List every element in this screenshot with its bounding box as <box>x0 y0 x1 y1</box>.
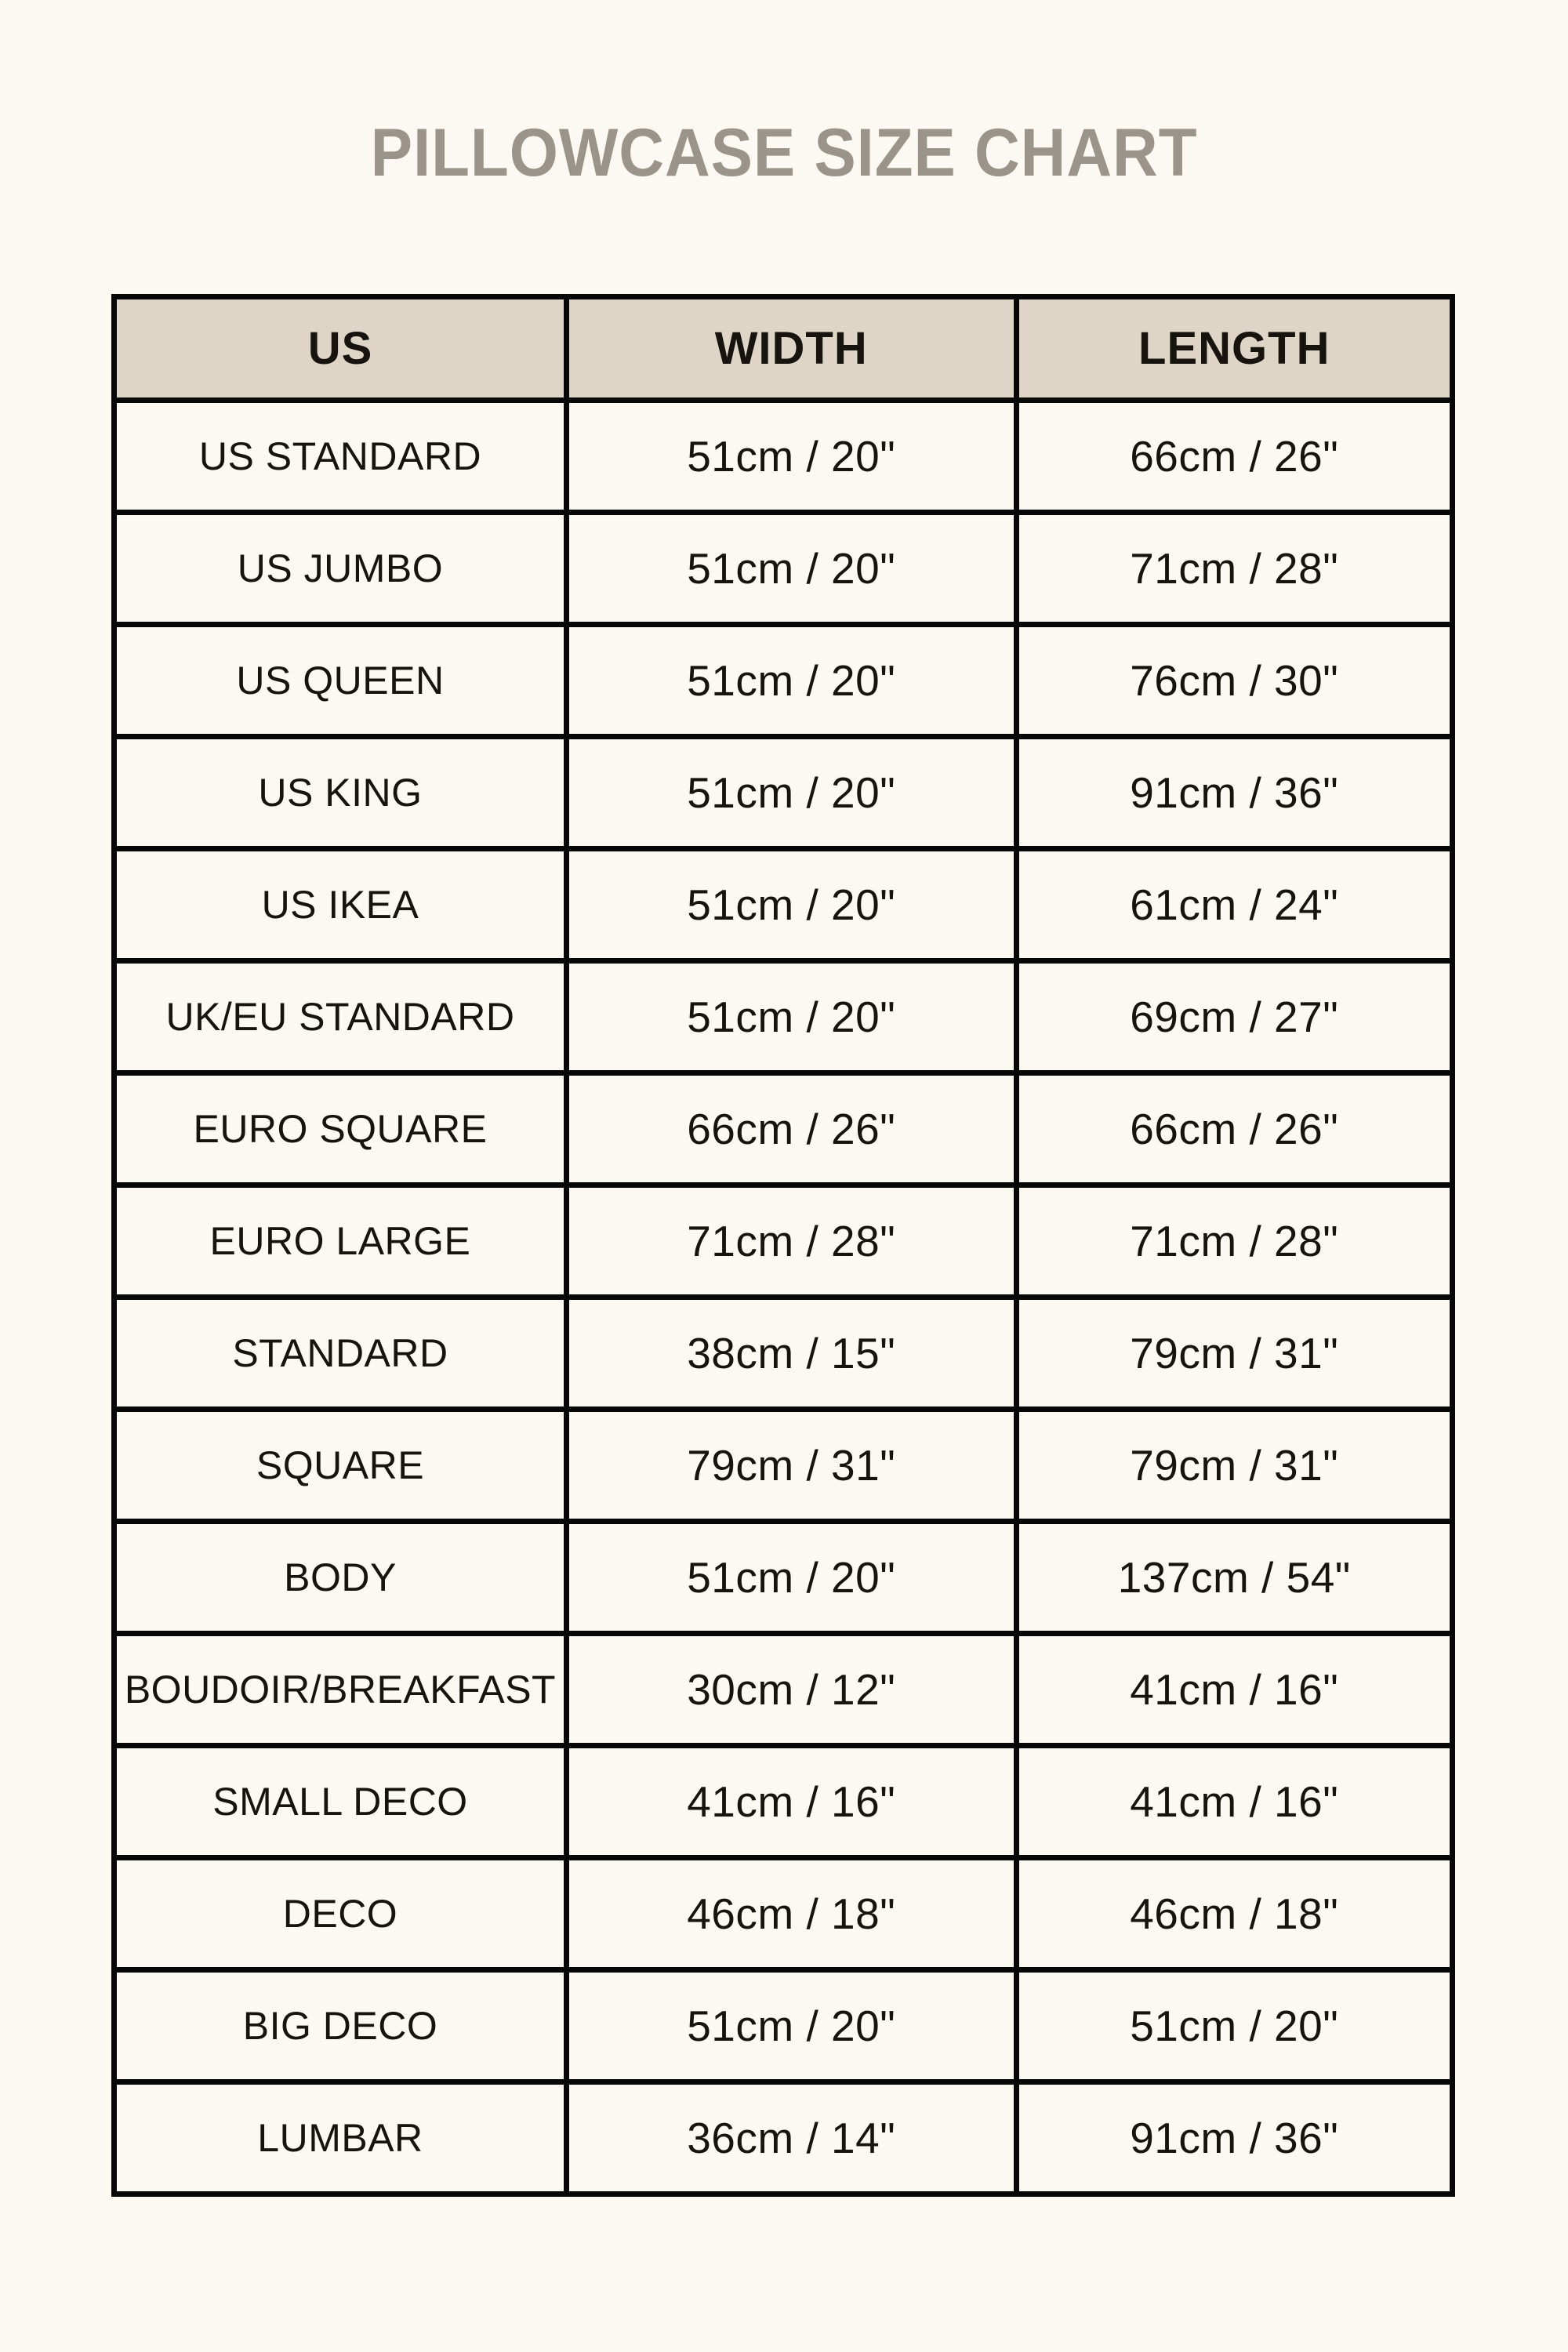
width-value: 79cm / 31" <box>566 1410 1016 1522</box>
row-label: BOUDOIR/BREAKFAST <box>114 1634 567 1746</box>
length-value: 41cm / 16" <box>1016 1746 1453 1858</box>
table-row <box>114 1185 1453 1298</box>
width-value: 51cm / 20" <box>566 513 1016 625</box>
width-value: 46cm / 18" <box>566 1858 1016 1970</box>
width-value: 51cm / 20" <box>566 849 1016 961</box>
row-label: BIG DECO <box>114 1970 567 2082</box>
length-value: 46cm / 18" <box>1016 1858 1453 1970</box>
row-label: US JUMBO <box>114 513 567 625</box>
length-value: 71cm / 28" <box>1016 1185 1453 1298</box>
row-label: US QUEEN <box>114 625 567 737</box>
row-label: SQUARE <box>114 1410 567 1522</box>
column-header-length: LENGTH <box>1016 297 1453 401</box>
length-value: 76cm / 30" <box>1016 625 1453 737</box>
table-body <box>114 401 1453 2194</box>
width-value: 51cm / 20" <box>566 401 1016 513</box>
row-label: EURO LARGE <box>114 1185 567 1298</box>
table-row <box>114 1634 1453 1746</box>
width-value: 38cm / 15" <box>566 1298 1016 1410</box>
table-row <box>114 737 1453 849</box>
table-row <box>114 1522 1453 1634</box>
pillowcase-size-table <box>111 294 1455 2197</box>
length-value: 79cm / 31" <box>1016 1410 1453 1522</box>
table-row <box>114 1298 1453 1410</box>
width-value: 66cm / 26" <box>566 1073 1016 1185</box>
table-row <box>114 2082 1453 2194</box>
row-label: SMALL DECO <box>114 1746 567 1858</box>
column-header-us: US <box>114 297 567 401</box>
table-row <box>114 1970 1453 2082</box>
length-value: 66cm / 26" <box>1016 401 1453 513</box>
width-value: 51cm / 20" <box>566 1522 1016 1634</box>
width-value: 51cm / 20" <box>566 625 1016 737</box>
table-row <box>114 1746 1453 1858</box>
table-row <box>114 849 1453 961</box>
length-value: 51cm / 20" <box>1016 1970 1453 2082</box>
page-title: PILLOWCASE SIZE CHART <box>370 115 1198 191</box>
row-label: US IKEA <box>114 849 567 961</box>
row-label: UK/EU STANDARD <box>114 961 567 1073</box>
row-label: STANDARD <box>114 1298 567 1410</box>
width-value: 51cm / 20" <box>566 737 1016 849</box>
table-row <box>114 401 1453 513</box>
table-row <box>114 1858 1453 1970</box>
length-value: 79cm / 31" <box>1016 1298 1453 1410</box>
width-value: 51cm / 20" <box>566 1970 1016 2082</box>
length-value: 41cm / 16" <box>1016 1634 1453 1746</box>
column-header-width: WIDTH <box>566 297 1016 401</box>
table-row <box>114 961 1453 1073</box>
row-label: US KING <box>114 737 567 849</box>
header-row <box>114 297 1453 401</box>
width-value: 30cm / 12" <box>566 1634 1016 1746</box>
width-value: 71cm / 28" <box>566 1185 1016 1298</box>
length-value: 71cm / 28" <box>1016 513 1453 625</box>
length-value: 91cm / 36" <box>1016 2082 1453 2194</box>
length-value: 69cm / 27" <box>1016 961 1453 1073</box>
width-value: 41cm / 16" <box>566 1746 1016 1858</box>
row-label: BODY <box>114 1522 567 1634</box>
row-label: EURO SQUARE <box>114 1073 567 1185</box>
row-label: LUMBAR <box>114 2082 567 2194</box>
width-value: 36cm / 14" <box>566 2082 1016 2194</box>
row-label: US STANDARD <box>114 401 567 513</box>
table-header <box>114 297 1453 401</box>
width-value: 51cm / 20" <box>566 961 1016 1073</box>
title-area <box>0 114 1568 192</box>
table-row <box>114 1073 1453 1185</box>
length-value: 137cm / 54" <box>1016 1522 1453 1634</box>
length-value: 66cm / 26" <box>1016 1073 1453 1185</box>
length-value: 61cm / 24" <box>1016 849 1453 961</box>
row-label: DECO <box>114 1858 567 1970</box>
table-row <box>114 1410 1453 1522</box>
table-row <box>114 625 1453 737</box>
table-row <box>114 513 1453 625</box>
length-value: 91cm / 36" <box>1016 737 1453 849</box>
